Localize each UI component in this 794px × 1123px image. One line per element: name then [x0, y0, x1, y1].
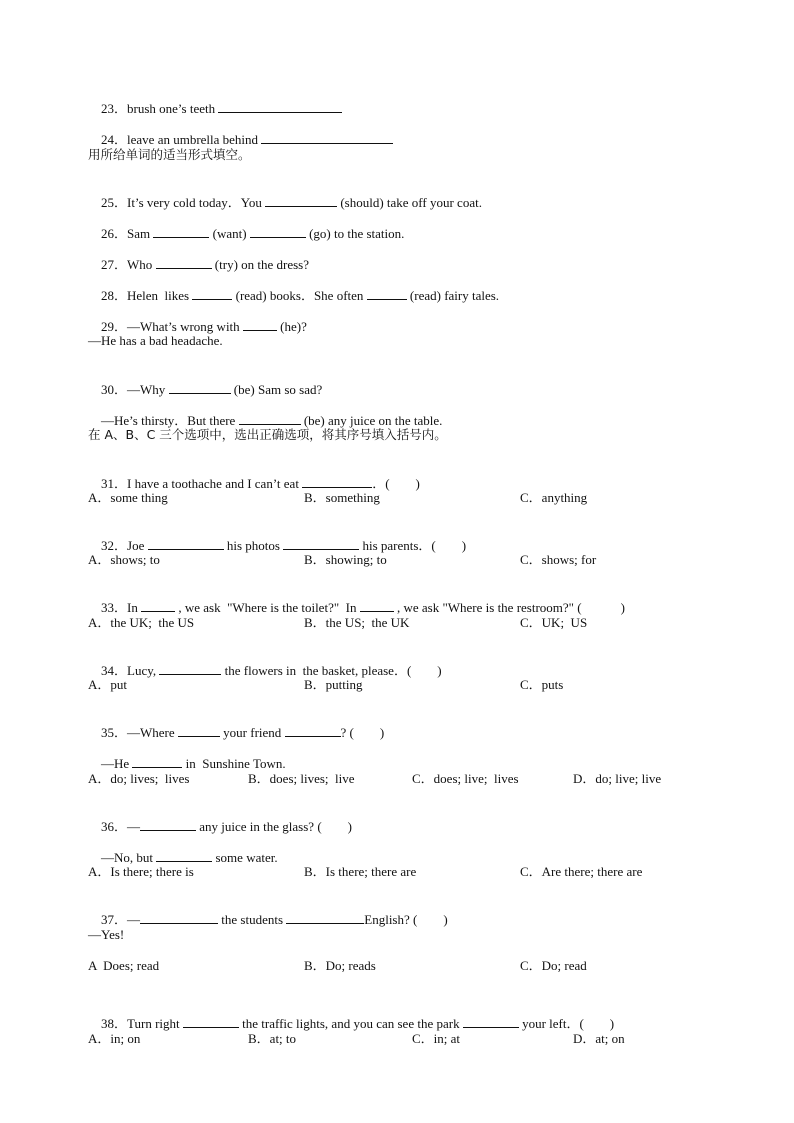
answer-blank[interactable] — [178, 724, 220, 737]
option-a[interactable]: A．some thing — [88, 490, 168, 505]
answer-blank[interactable] — [250, 225, 306, 238]
question-text: — — [127, 912, 141, 927]
question-29-reply: —He has a bad headache. — [88, 333, 223, 348]
question-text: Joe — [127, 538, 148, 553]
question-text: his parents．( ) — [359, 538, 467, 553]
question-text: —Where — [127, 725, 178, 740]
question-text: (read) fairy tales. — [406, 288, 500, 303]
question-text: —Why — [127, 382, 169, 397]
option-c[interactable]: C．shows; for — [520, 552, 597, 567]
answer-blank[interactable] — [192, 287, 232, 300]
question-text: brush one’s teeth — [127, 101, 219, 116]
question-text: in Sunshine Town. — [182, 756, 286, 771]
option-c[interactable]: C．Do; read — [520, 958, 587, 973]
answer-blank[interactable] — [360, 599, 394, 612]
question-number: 28． — [101, 288, 128, 303]
option-c[interactable]: C．in; at — [412, 1031, 461, 1046]
question-number: 37． — [101, 912, 128, 927]
answer-blank[interactable] — [132, 755, 182, 768]
answer-blank[interactable] — [261, 131, 393, 144]
answer-blank[interactable] — [218, 100, 342, 113]
option-a[interactable]: A．put — [88, 677, 128, 692]
question-text: It’s very cold today．You — [127, 195, 266, 210]
option-a[interactable]: A．in; on — [88, 1031, 141, 1046]
question-37-reply: —Yes! — [88, 927, 125, 942]
question-number: 31． — [101, 476, 128, 491]
answer-blank[interactable] — [156, 849, 212, 862]
question-text: In — [127, 600, 142, 615]
question-number: 32． — [101, 538, 128, 553]
answer-blank[interactable] — [283, 537, 359, 550]
question-text: the traffic lights, and you can see the park — [238, 1016, 463, 1031]
question-text: (want) — [209, 226, 250, 241]
question-text: the students — [218, 912, 287, 927]
option-c[interactable]: C．UK; US — [520, 615, 588, 630]
answer-blank[interactable] — [265, 194, 337, 207]
option-b[interactable]: B．at; to — [248, 1031, 297, 1046]
question-text: , we ask "Where is the toilet?" In — [175, 600, 360, 615]
question-text: I have a toothache and I can’t eat — [127, 476, 303, 491]
question-number: 36． — [101, 819, 128, 834]
question-text: (go) to the station. — [305, 226, 405, 241]
question-text: (read) books．She often — [232, 288, 367, 303]
answer-blank[interactable] — [302, 475, 372, 488]
answer-blank[interactable] — [243, 318, 277, 331]
option-a[interactable]: A．do; lives; lives — [88, 771, 190, 786]
answer-blank[interactable] — [148, 537, 224, 550]
answer-blank[interactable] — [463, 1015, 519, 1028]
answer-blank[interactable] — [285, 724, 341, 737]
answer-blank[interactable] — [239, 412, 301, 425]
option-c[interactable]: C．Are there; there are — [520, 864, 643, 879]
section-instruction-multiple-choice: 在 A、B、C 三个选项中，选出正确选项，将其序号填入括号内。 — [88, 427, 447, 442]
answer-blank[interactable] — [286, 911, 364, 924]
question-text: Lucy, — [127, 663, 160, 678]
question-text: some water. — [212, 850, 278, 865]
option-c[interactable]: C．does; live; lives — [412, 771, 519, 786]
option-c[interactable]: C．puts — [520, 677, 564, 692]
option-b[interactable]: B．Do; reads — [304, 958, 376, 973]
option-a[interactable]: A．shows; to — [88, 552, 160, 567]
option-d[interactable]: D．do; live; live — [573, 771, 662, 786]
answer-blank[interactable] — [183, 1015, 239, 1028]
option-b[interactable]: B．putting — [304, 677, 363, 692]
question-number: 34． — [101, 663, 128, 678]
question-number: 38． — [101, 1016, 128, 1031]
question-number: 30． — [101, 382, 128, 397]
question-37 — [88, 895, 448, 944]
question-text: —He’s thirsty．But there — [101, 413, 239, 428]
question-number: 24． — [101, 132, 128, 147]
question-34 — [88, 646, 442, 695]
answer-blank[interactable] — [141, 599, 175, 612]
question-text: (be) any juice on the table. — [300, 413, 443, 428]
question-text: ? ( ) — [340, 725, 385, 740]
question-text: Sam — [127, 226, 154, 241]
option-c[interactable]: C．anything — [520, 490, 588, 505]
question-text: Helen likes — [127, 288, 193, 303]
question-text: ．( ) — [372, 476, 420, 491]
question-number: 23． — [101, 101, 128, 116]
question-number: 25． — [101, 195, 128, 210]
question-number: 27． — [101, 257, 128, 272]
question-text: , we ask "Where is the restroom?" ( ) — [393, 600, 625, 615]
question-text: leave an umbrella behind — [127, 132, 262, 147]
question-text: —He — [101, 756, 133, 771]
option-b[interactable]: B．something — [304, 490, 380, 505]
option-b[interactable]: B．the US; the UK — [304, 615, 410, 630]
option-a[interactable]: A．the UK; the US — [88, 615, 195, 630]
option-b[interactable]: B．does; lives; live — [248, 771, 355, 786]
question-number: 29． — [101, 319, 128, 334]
question-text: —What’s wrong with — [127, 319, 243, 334]
question-text: (should) take off your coat. — [337, 195, 482, 210]
option-a[interactable]: A Does; read — [88, 958, 160, 973]
question-text: (he)? — [276, 319, 307, 334]
option-b[interactable]: B．showing; to — [304, 552, 387, 567]
question-number: 35． — [101, 725, 128, 740]
question-text: (be) Sam so sad? — [230, 382, 323, 397]
question-text: English? ( ) — [364, 912, 448, 927]
option-b[interactable]: B．Is there; there are — [304, 864, 417, 879]
option-a[interactable]: A．Is there; there is — [88, 864, 194, 879]
answer-blank[interactable] — [159, 662, 221, 675]
question-text: — — [127, 819, 141, 834]
option-d[interactable]: D．at; on — [573, 1031, 625, 1046]
question-38 — [88, 999, 614, 1048]
answer-blank[interactable] — [367, 287, 407, 300]
question-number: 33． — [101, 600, 128, 615]
question-text: any juice in the glass? ( ) — [196, 819, 352, 834]
answer-blank[interactable] — [153, 225, 209, 238]
answer-blank[interactable] — [169, 381, 231, 394]
section-instruction-fill-in: 用所给单词的适当形式填空。 — [88, 147, 251, 162]
answer-blank[interactable] — [140, 818, 196, 831]
question-text: your friend — [219, 725, 285, 740]
question-text: the flowers in the basket, please．( ) — [221, 663, 442, 678]
question-text: Turn right — [127, 1016, 183, 1031]
answer-blank[interactable] — [156, 256, 212, 269]
question-text: (try) on the dress? — [211, 257, 310, 272]
question-number: 26． — [101, 226, 128, 241]
answer-blank[interactable] — [140, 911, 218, 924]
question-text: Who — [127, 257, 156, 272]
question-text: your left．( ) — [518, 1016, 615, 1031]
question-text: —No, but — [101, 850, 157, 865]
question-text: his photos — [223, 538, 284, 553]
